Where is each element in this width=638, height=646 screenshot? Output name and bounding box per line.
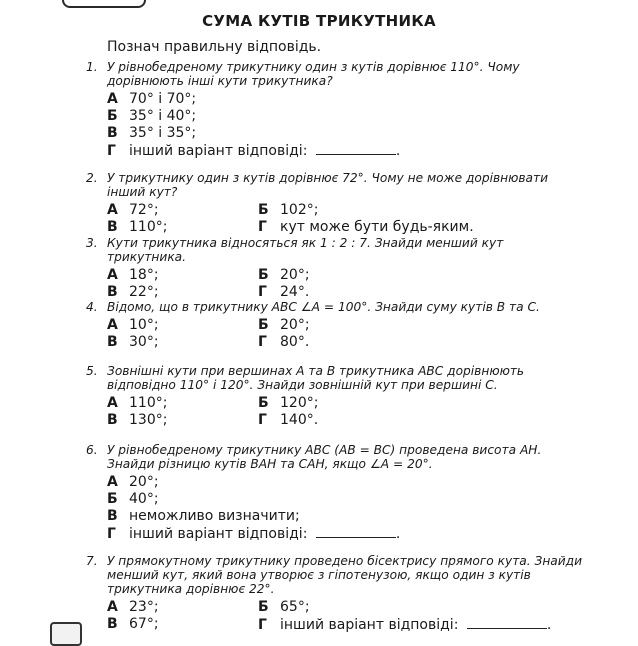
question-text: Зовнішні кути при вершинах A та B трикутника ABC дорівнюють відповідно 110° і 120°. Знайди зовнішній кут при вершині C. xyxy=(107,364,525,392)
question-2 xyxy=(0,171,638,238)
question-text: У трикутнику один з кутів дорівнює 72°. Чому не може дорівнювати інший кут? xyxy=(107,171,549,199)
question-text: Кути трикутника відносяться як 1 : 2 : 7. Знайди менший кут трикутника. xyxy=(107,236,504,264)
question-text: У рівнобедреному трикутнику ABC (AB = BC) проведена висота AH. Знайди різницю кутів BAH та CAH, якщо ∠A = 20°. xyxy=(107,443,542,471)
page-title: СУМА КУТІВ ТРИКУТНИКА xyxy=(202,12,436,30)
answer-blank-line[interactable] xyxy=(467,616,547,629)
option-b[interactable]: Б 20°; xyxy=(258,317,310,333)
option-d[interactable]: Г 24°. xyxy=(258,284,310,300)
option-b[interactable]: Б 20°; xyxy=(258,267,310,283)
option-c[interactable]: В 130°; xyxy=(107,412,168,428)
option-a[interactable]: А 110°; xyxy=(107,395,168,411)
option-a[interactable]: А 70° і 70°; xyxy=(107,91,197,107)
question-number: 5. xyxy=(86,364,98,378)
option-c[interactable]: В 67°; xyxy=(107,616,159,632)
question-7 xyxy=(0,554,638,635)
question-text: У рівнобедреному трикутнику один з кутів дорівнює 110°. Чому дорівнюють інші кути трикутника? xyxy=(107,60,520,88)
option-d[interactable]: Г 140°. xyxy=(258,412,319,428)
option-a[interactable]: А 72°; xyxy=(107,202,159,218)
option-c[interactable]: В 35° і 35°; xyxy=(107,125,197,141)
header-tab-decoration xyxy=(62,0,146,8)
question-number: 1. xyxy=(86,60,98,74)
answer-blank-line[interactable] xyxy=(316,525,396,538)
option-d[interactable]: Г інший варіант відповіді: . xyxy=(258,617,552,633)
question-number: 7. xyxy=(86,554,98,568)
option-c[interactable]: В неможливо визначити; xyxy=(107,508,300,524)
question-number: 4. xyxy=(86,300,98,314)
question-4 xyxy=(0,300,638,353)
option-b[interactable]: Б 102°; xyxy=(258,202,319,218)
question-1 xyxy=(0,60,638,159)
option-c[interactable]: В 110°; xyxy=(107,219,168,235)
option-b[interactable]: Б 65°; xyxy=(258,599,310,615)
option-c[interactable]: В 30°; xyxy=(107,334,159,350)
calculator-icon xyxy=(50,622,82,646)
option-b[interactable]: Б 35° і 40°; xyxy=(107,108,197,124)
option-d[interactable]: Г інший варіант відповіді: . xyxy=(107,526,401,542)
option-d[interactable]: Г 80°. xyxy=(258,334,310,350)
question-text: У прямокутному трикутнику проведено бісектрису прямого кута. Знайди менший кут, який вона утворює з гіпотенузою, якщо один з кутів трикутника дорівнює 22°. xyxy=(107,554,583,596)
question-text: Відомо, що в трикутнику ABC ∠A = 100°. Знайди суму кутів B та C. xyxy=(107,300,540,314)
option-a[interactable]: А 10°; xyxy=(107,317,159,333)
option-b[interactable]: Б 40°; xyxy=(107,491,159,507)
option-d[interactable]: Г кут може бути будь-яким. xyxy=(258,219,474,235)
answer-blank-line[interactable] xyxy=(316,142,396,155)
question-number: 3. xyxy=(86,236,98,250)
question-number: 6. xyxy=(86,443,98,457)
option-a[interactable]: А 20°; xyxy=(107,474,159,490)
option-a[interactable]: А 18°; xyxy=(107,267,159,283)
option-d[interactable]: Г інший варіант відповіді: . xyxy=(107,143,401,159)
question-5 xyxy=(0,364,638,431)
option-b[interactable]: Б 120°; xyxy=(258,395,319,411)
question-6 xyxy=(0,443,638,542)
question-3 xyxy=(0,236,638,303)
question-number: 2. xyxy=(86,171,98,185)
option-c[interactable]: В 22°; xyxy=(107,284,159,300)
option-a[interactable]: А 23°; xyxy=(107,599,159,615)
instruction-text: Познач правильну відповідь. xyxy=(107,39,322,55)
